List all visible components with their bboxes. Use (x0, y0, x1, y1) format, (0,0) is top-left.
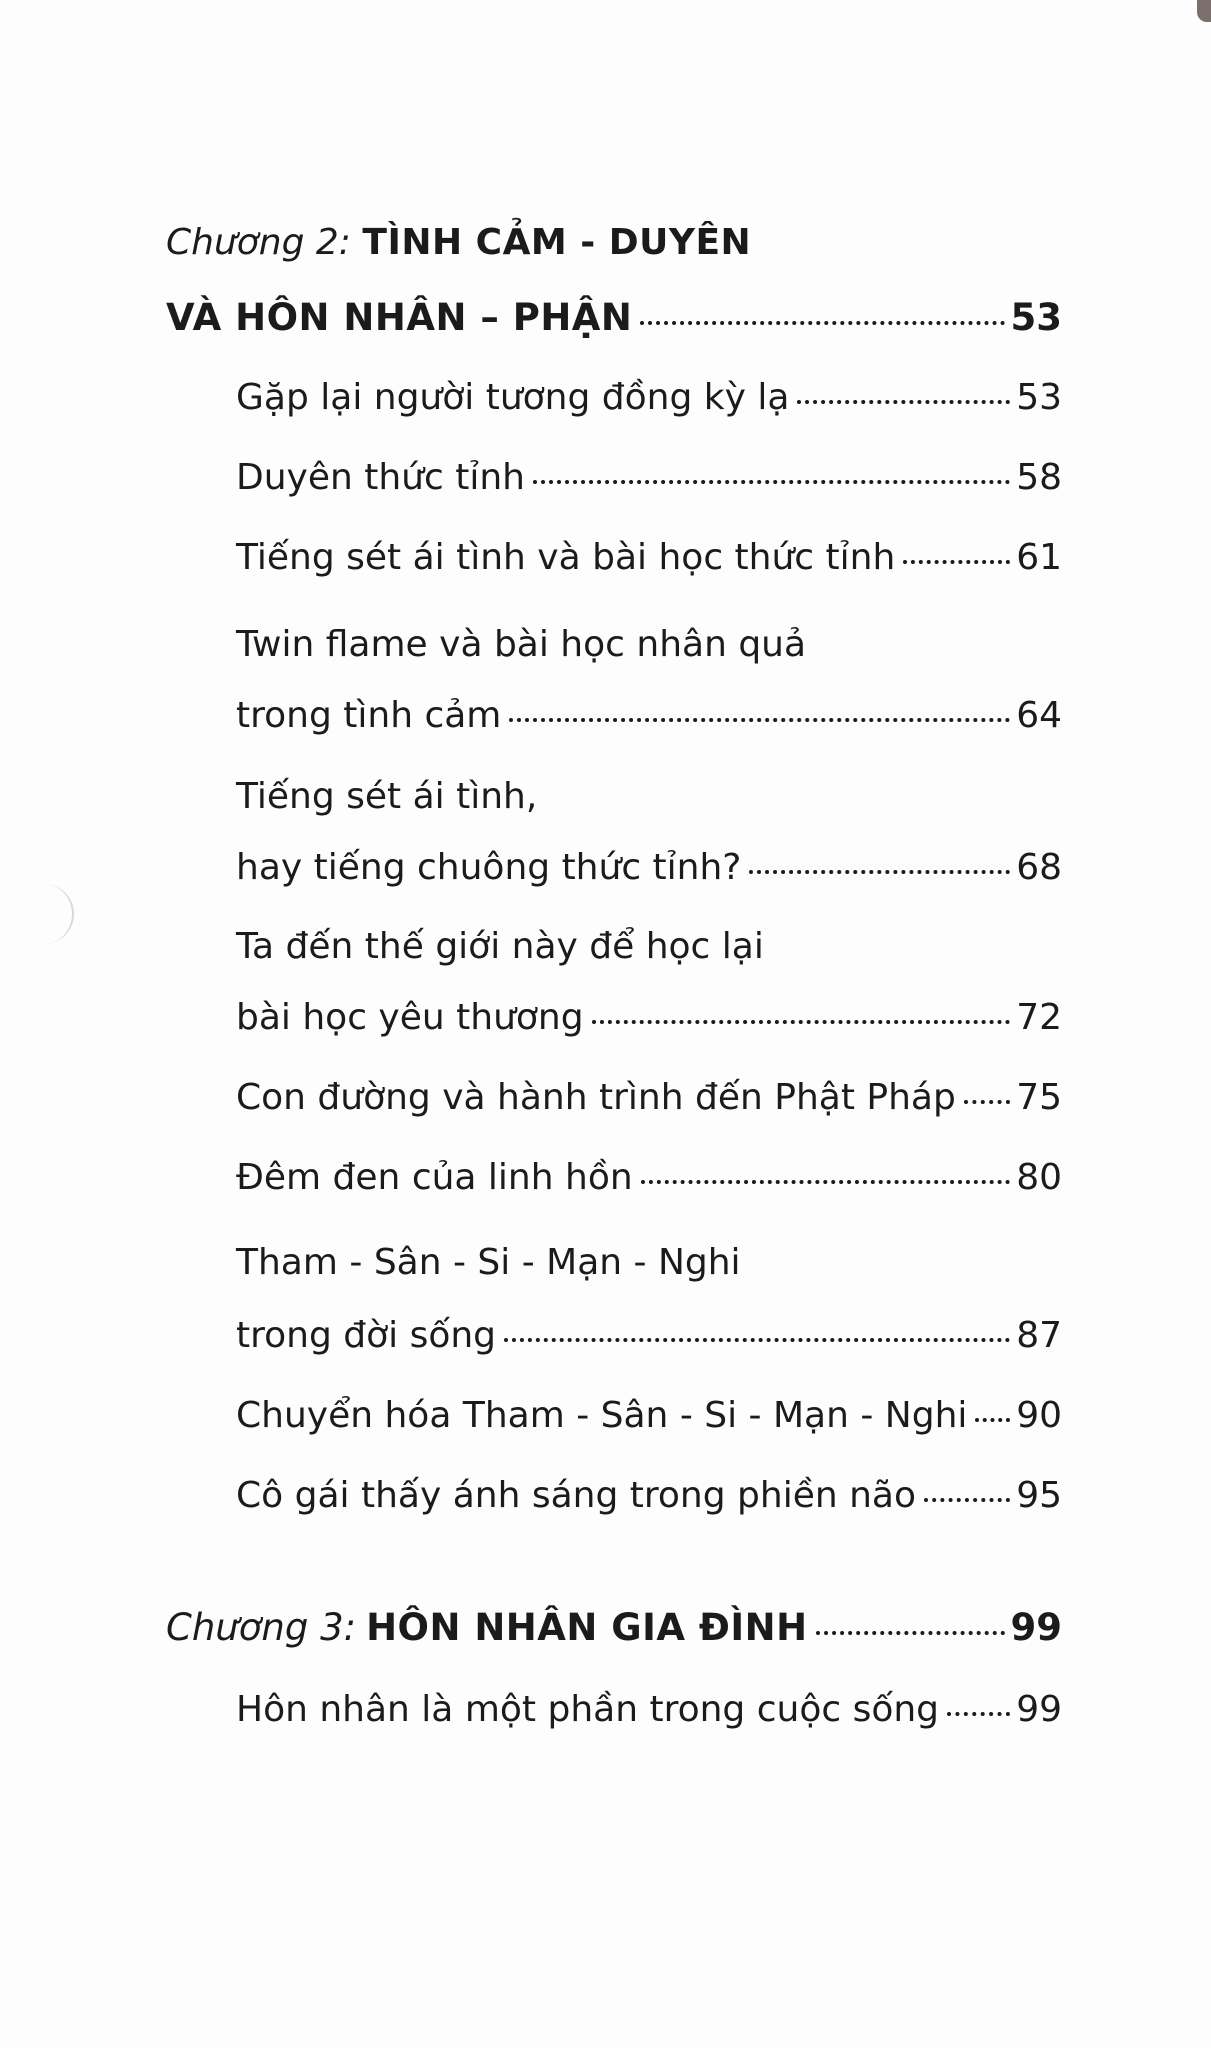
toc-entry (236, 1158, 1062, 1198)
dot-leader (509, 718, 1010, 722)
dot-leader (749, 870, 1010, 874)
toc-entry (236, 458, 1062, 498)
toc-entry-page: 87 (1016, 1315, 1062, 1356)
dot-leader (816, 1631, 1005, 1635)
toc-entry-title-line1: Twin flame và bài học nhân quả (236, 624, 807, 665)
toc-entry-page: 61 (1016, 537, 1062, 578)
chapter-2-page-number: 53 (1010, 296, 1062, 339)
dot-leader (903, 560, 1010, 564)
chapter-3-heading (166, 1608, 1062, 1649)
chapter-2-heading-line2 (166, 298, 1062, 339)
margin-mark (36, 884, 74, 944)
toc-entry (236, 696, 1062, 736)
toc-entry-page: 68 (1016, 847, 1062, 888)
dot-leader (964, 1100, 1010, 1104)
toc-entry-title-line1: Tham - Sân - Si - Mạn - Nghi (236, 1242, 741, 1283)
toc-entry (236, 998, 1062, 1038)
chapter-2-label: Chương 2: (166, 222, 351, 263)
toc-entry-title-line2: hay tiếng chuông thức tỉnh? (236, 847, 742, 888)
chapter-2-name-line1: TÌNH CẢM - DUYÊN (362, 222, 752, 263)
chapter-2-name-line2: VÀ HÔN NHÂN – PHẬN (166, 296, 633, 339)
chapter-3-page-number: 99 (1010, 1606, 1062, 1649)
dot-leader (975, 1418, 1010, 1422)
toc-entry (236, 1690, 1062, 1730)
toc-entry-page: 75 (1016, 1077, 1062, 1118)
toc-entry-title: Duyên thức tỉnh (236, 457, 525, 498)
page-corner-mark (1197, 0, 1211, 22)
chapter-2-heading-line1 (166, 222, 751, 263)
dot-leader (797, 400, 1010, 404)
toc-entry-page: 80 (1016, 1157, 1062, 1198)
toc-entry-title-line2: trong đời sống (236, 1315, 497, 1356)
toc-entry (236, 538, 1062, 578)
toc-entry-title: Con đường và hành trình đến Phật Pháp (236, 1077, 956, 1118)
toc-entry-page: 95 (1016, 1475, 1062, 1516)
toc-entry-title-line1: Tiếng sét ái tình, (236, 776, 538, 817)
toc-entry (236, 1476, 1062, 1516)
toc-entry-title: Đêm đen của linh hồn (236, 1157, 633, 1198)
toc-entry-page: 53 (1016, 377, 1062, 418)
toc-entry (236, 1396, 1062, 1436)
dot-leader (924, 1498, 1010, 1502)
toc-entry (236, 848, 1062, 888)
toc-entry-page: 58 (1016, 457, 1062, 498)
dot-leader (641, 1180, 1011, 1184)
chapter-3-name: HÔN NHÂN GIA ĐÌNH (366, 1606, 808, 1649)
toc-entry-page: 72 (1016, 997, 1062, 1038)
toc-entry (236, 1078, 1062, 1118)
dot-leader (947, 1712, 1010, 1716)
dot-leader (504, 1338, 1010, 1342)
toc-entry-title-line2: trong tình cảm (236, 695, 502, 736)
toc-entry-title-line1: Ta đến thế giới này để học lại (236, 926, 764, 967)
toc-entry (236, 1316, 1062, 1356)
dot-leader (640, 321, 1004, 325)
toc-entry-title-line2: bài học yêu thương (236, 997, 584, 1038)
chapter-3-label: Chương 3: (166, 1606, 357, 1649)
toc-entry (236, 378, 1062, 418)
toc-entry-page: 99 (1016, 1689, 1062, 1730)
dot-leader (592, 1020, 1011, 1024)
toc-entry-title: Hôn nhân là một phần trong cuộc sống (236, 1689, 940, 1730)
toc-entry-page: 90 (1016, 1395, 1062, 1436)
toc-entry-title: Tiếng sét ái tình và bài học thức tỉnh (236, 537, 896, 578)
dot-leader (533, 480, 1010, 484)
toc-entry-title: Cô gái thấy ánh sáng trong phiền não (236, 1475, 917, 1516)
toc-entry-title: Chuyển hóa Tham - Sân - Si - Mạn - Nghi (236, 1395, 968, 1436)
toc-entry-title: Gặp lại người tương đồng kỳ lạ (236, 377, 790, 418)
toc-entry-page: 64 (1016, 695, 1062, 736)
